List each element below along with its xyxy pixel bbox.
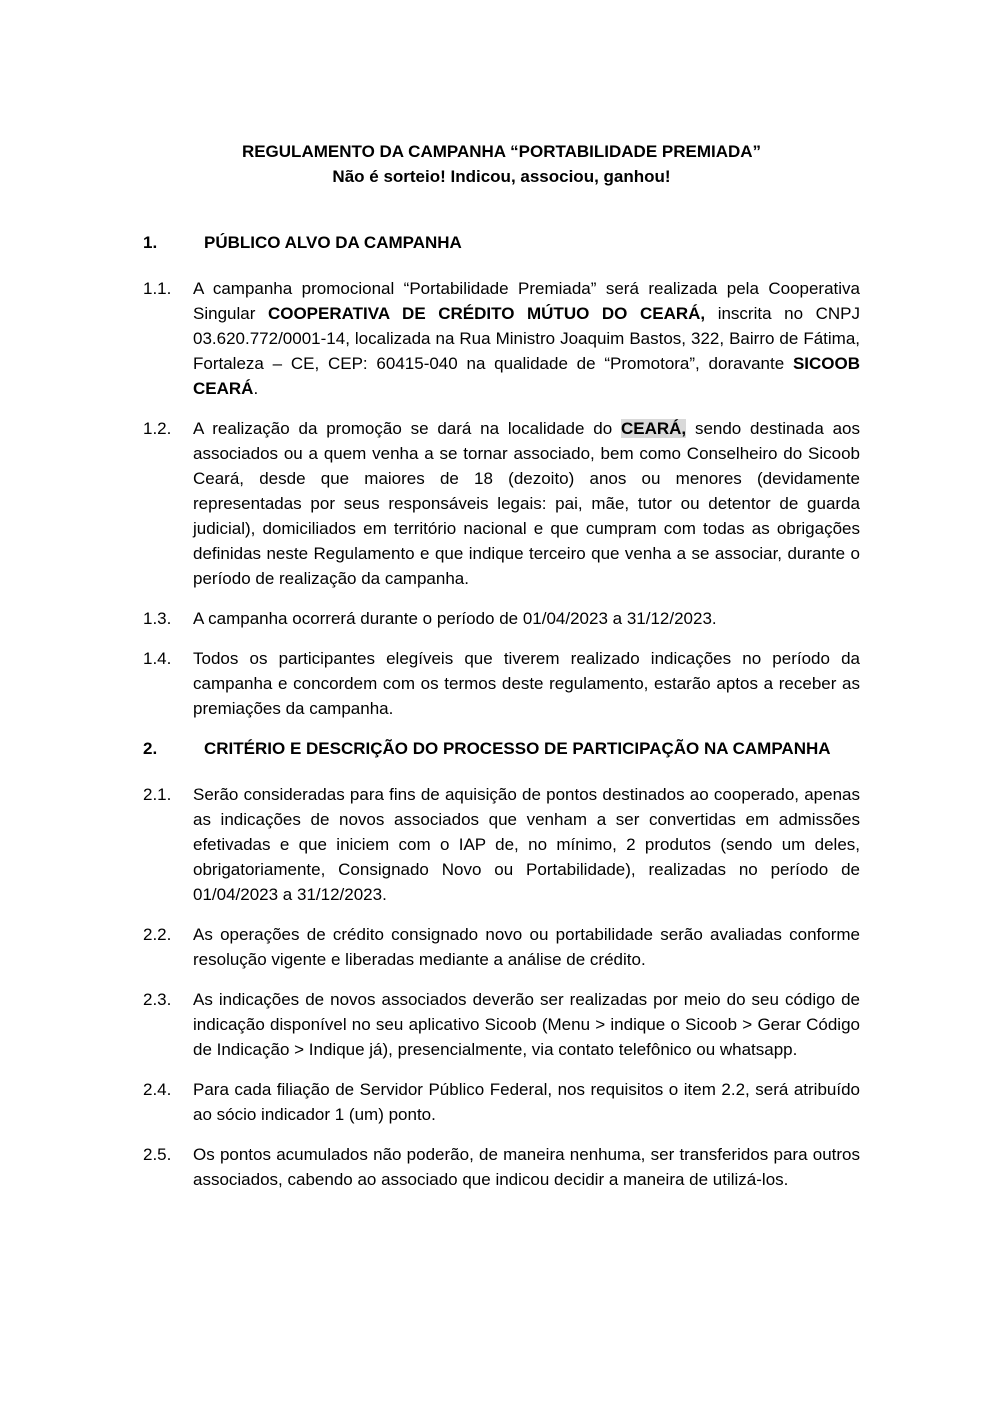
paragraph-text <box>193 646 860 721</box>
paragraph-number: 2.2. <box>143 925 172 944</box>
text-segment: A realização da promoção se dará na localidade do <box>193 419 621 438</box>
paragraph-text <box>193 1077 860 1127</box>
emphasized-text: CEARÁ, <box>620 419 687 438</box>
section-title: PÚBLICO ALVO DA CAMPANHA <box>204 233 462 252</box>
text-segment: As indicações de novos associados deverão ser realizadas por meio do seu código de indicação disponível no seu aplicativo Sicoob (Menu > indique o Sicoob > Gerar Código de Indicação > Indique já), presencialmente, via contato telefônico ou whatsapp. <box>193 990 860 1059</box>
paragraph <box>143 782 860 907</box>
paragraph-number: 2.1. <box>143 785 172 804</box>
text-segment: . <box>253 379 259 398</box>
paragraph-text <box>193 782 860 907</box>
paragraph-text <box>193 416 860 591</box>
text-segment: sendo destinada aos associados ou a quem venha a se tornar associado, bem como Conselheiro do Sicoob Ceará, desde que maiores de 18 (dezoito) anos ou menores (devidamente representadas por seus responsáveis legais: pai, mãe, tutor ou detentor de guarda judicial), domiciliados em território nacional e que cumpram com todas as obrigações definidas neste Regulamento e que indique terceiro que venha a se associar, durante o período de realização da campanha. <box>193 419 860 588</box>
paragraph <box>143 922 860 972</box>
paragraph-number: 1.2. <box>143 419 172 438</box>
document-subtitle: Não é sorteio! Indicou, associou, ganhou! <box>332 167 671 186</box>
paragraph <box>143 276 860 401</box>
paragraph-number: 1.3. <box>143 609 172 628</box>
paragraph <box>143 646 860 721</box>
section-number: 1. <box>143 233 158 252</box>
section-title: CRITÉRIO E DESCRIÇÃO DO PROCESSO DE PARTICIPAÇÃO NA CAMPANHA <box>204 739 831 758</box>
paragraph <box>143 987 860 1062</box>
text-segment: A campanha promocional “Portabilidade Premiada” será realizada pela Cooperativa Singular <box>193 279 860 323</box>
section-heading <box>143 230 860 255</box>
paragraph <box>143 1142 860 1192</box>
paragraph <box>143 1077 860 1127</box>
text-segment: Os pontos acumulados não poderão, de maneira nenhuma, ser transferidos para outros associados, cabendo ao associado que indicou decidir a maneira de utilizá-los. <box>193 1145 860 1189</box>
paragraph-text <box>193 276 860 401</box>
paragraph-text <box>193 1142 860 1192</box>
paragraph <box>143 416 860 591</box>
text-segment: A campanha ocorrerá durante o período de 01/04/2023 a 31/12/2023. <box>193 609 717 628</box>
document-body <box>143 230 860 1192</box>
text-segment: Para cada filiação de Servidor Público Federal, nos requisitos o item 2.2, será atribuído ao sócio indicador 1 (um) ponto. <box>193 1080 860 1124</box>
emphasized-text: SICOOB CEARÁ <box>193 354 860 398</box>
document-title: REGULAMENTO DA CAMPANHA “PORTABILIDADE PREMIADA” <box>241 142 762 161</box>
paragraph <box>143 606 860 631</box>
section-heading <box>143 736 860 761</box>
text-segment: Serão consideradas para fins de aquisição de pontos destinados ao cooperado, apenas as indicações de novos associados que venham a ser convertidas em admissões efetivadas e que iniciem com o IAP de, no mínimo, 2 produtos (sendo um deles, obrigatoriamente, Consignado Novo ou Portabilidade), realizadas no período de 01/04/2023 a 31/12/2023. <box>193 785 860 904</box>
text-segment: inscrita no CNPJ 03.620.772/0001-14, localizada na Rua Ministro Joaquim Bastos, 322, Bairro de Fátima, Fortaleza – CE, CEP: 60415-040 na qualidade de “Promotora”, doravante <box>193 304 860 373</box>
paragraph-number: 2.4. <box>143 1080 172 1099</box>
paragraph-text <box>193 987 860 1062</box>
section-number: 2. <box>143 739 158 758</box>
paragraph-number: 2.3. <box>143 990 172 1009</box>
paragraph-text <box>193 606 860 631</box>
paragraph-number: 1.1. <box>143 279 172 298</box>
text-segment: As operações de crédito consignado novo ou portabilidade serão avaliadas conforme resolução vigente e liberadas mediante a análise de crédito. <box>193 925 860 969</box>
paragraph-number: 1.4. <box>143 649 172 668</box>
paragraph-text <box>193 922 860 972</box>
text-segment: Todos os participantes elegíveis que tiverem realizado indicações no período da campanha e concordem com os termos deste regulamento, estarão aptos a receber as premiações da campanha. <box>193 649 860 718</box>
emphasized-text: COOPERATIVA DE CRÉDITO MÚTUO DO CEARÁ, <box>267 304 706 323</box>
paragraph-number: 2.5. <box>143 1145 172 1164</box>
